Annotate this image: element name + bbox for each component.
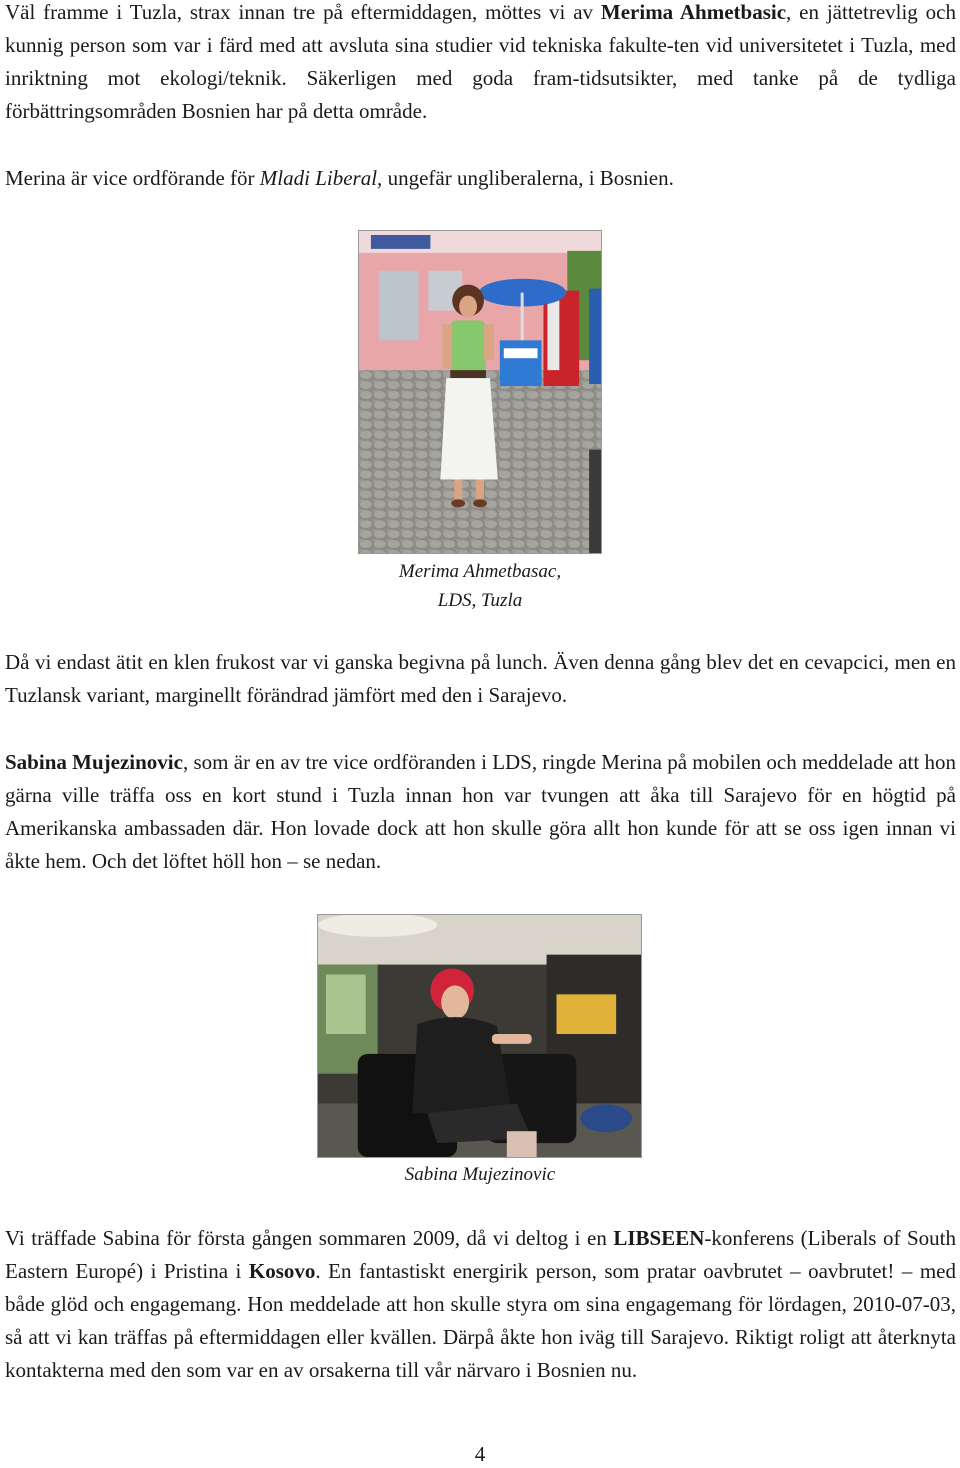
- paragraph-text: Vi träffade Sabina för första gången sommaren 2009, då vi deltog i en: [5, 1226, 614, 1250]
- lobby-scene-image: [318, 915, 641, 1157]
- photo-caption-merima: [0, 557, 960, 615]
- page-number: 4: [474, 1442, 486, 1466]
- photo-caption-sabina: Sabina Mujezinovic: [404, 1164, 556, 1185]
- paragraph-lunch: Då vi endast ätit en klen frukost var vi ganska begivna på lunch. Även denna gång blev det en cevapcici, men en Tuzlansk variant, marginellt förändrad jämfört med den i Sarajevo.: [5, 650, 956, 707]
- photo-sabina: [317, 914, 642, 1158]
- paragraph-text: , som är en av tre vice ordföranden i LDS, ringde Merina på mobilen och meddelade att hon gärna ville träffa oss en kort stund i Tuzla innan hon var tvungen att åka till Sarajevo för en högtid på Amerikanska ambassaden där. Hon lovade dock att hon skulle göra allt hon kunde för att se oss igen innan vi åkte hem. Och det löftet höll hon – se nedan.: [5, 750, 956, 873]
- paragraph-libseen: [5, 1222, 956, 1387]
- person-name-sabina: Sabina Mujezinovic: [5, 750, 183, 774]
- paragraph-text: Väl framme i Tuzla, strax innan tre på eftermiddagen, möttes vi av: [5, 0, 601, 24]
- caption-line: Merima Ahmetbasac,: [398, 561, 562, 582]
- paragraph-text: , en jättetrevlig och kunnig person som var i färd med att avsluta sina studier vid tekniska fakulte-ten vid universitetet i Tuzla, med inriktning mot ekologi/teknik. Säkerligen med goda fram-tidsutsikter, med tanke på de tydliga förbättringsområden Bosnien har på detta område.: [5, 0, 956, 123]
- place-kosovo: Kosovo: [248, 1259, 316, 1283]
- person-name-merima: Merima Ahmetbasic: [600, 0, 787, 24]
- organization-name: Mladi Liberal,: [259, 166, 383, 190]
- paragraph-text: Merina är vice ordförande för: [5, 166, 260, 190]
- paragraph-text: -konferens (Liberals of South Eastern Europé) i Pristina i: [5, 1226, 956, 1283]
- paragraph-mladi-liberal: [5, 162, 956, 195]
- paragraph-merima-intro: [5, 0, 956, 128]
- organization-libseen: LIBSEEN: [613, 1226, 705, 1250]
- paragraph-text: . En fantastiskt energirik person, som pratar oavbrutet – oavbrutet! – med både glöd och engagemang. Hon meddelade att hon skulle styra om sina engagemang för lördagen, 2010-07-03, så att vi kan träffas på eftermiddagen eller kvällen. Därpå åkte hon iväg till Sarajevo. Riktigt roligt att återknyta kontakterna med den som var en av orsakerna till vår närvaro i Bosnien nu.: [5, 1259, 956, 1382]
- photo-merima: [358, 230, 602, 554]
- street-scene-image: [359, 231, 601, 553]
- paragraph-text: ungefär ungliberalerna, i Bosnien.: [382, 166, 674, 190]
- caption-line: LDS, Tuzla: [437, 590, 523, 611]
- paragraph-sabina-call: [5, 746, 956, 878]
